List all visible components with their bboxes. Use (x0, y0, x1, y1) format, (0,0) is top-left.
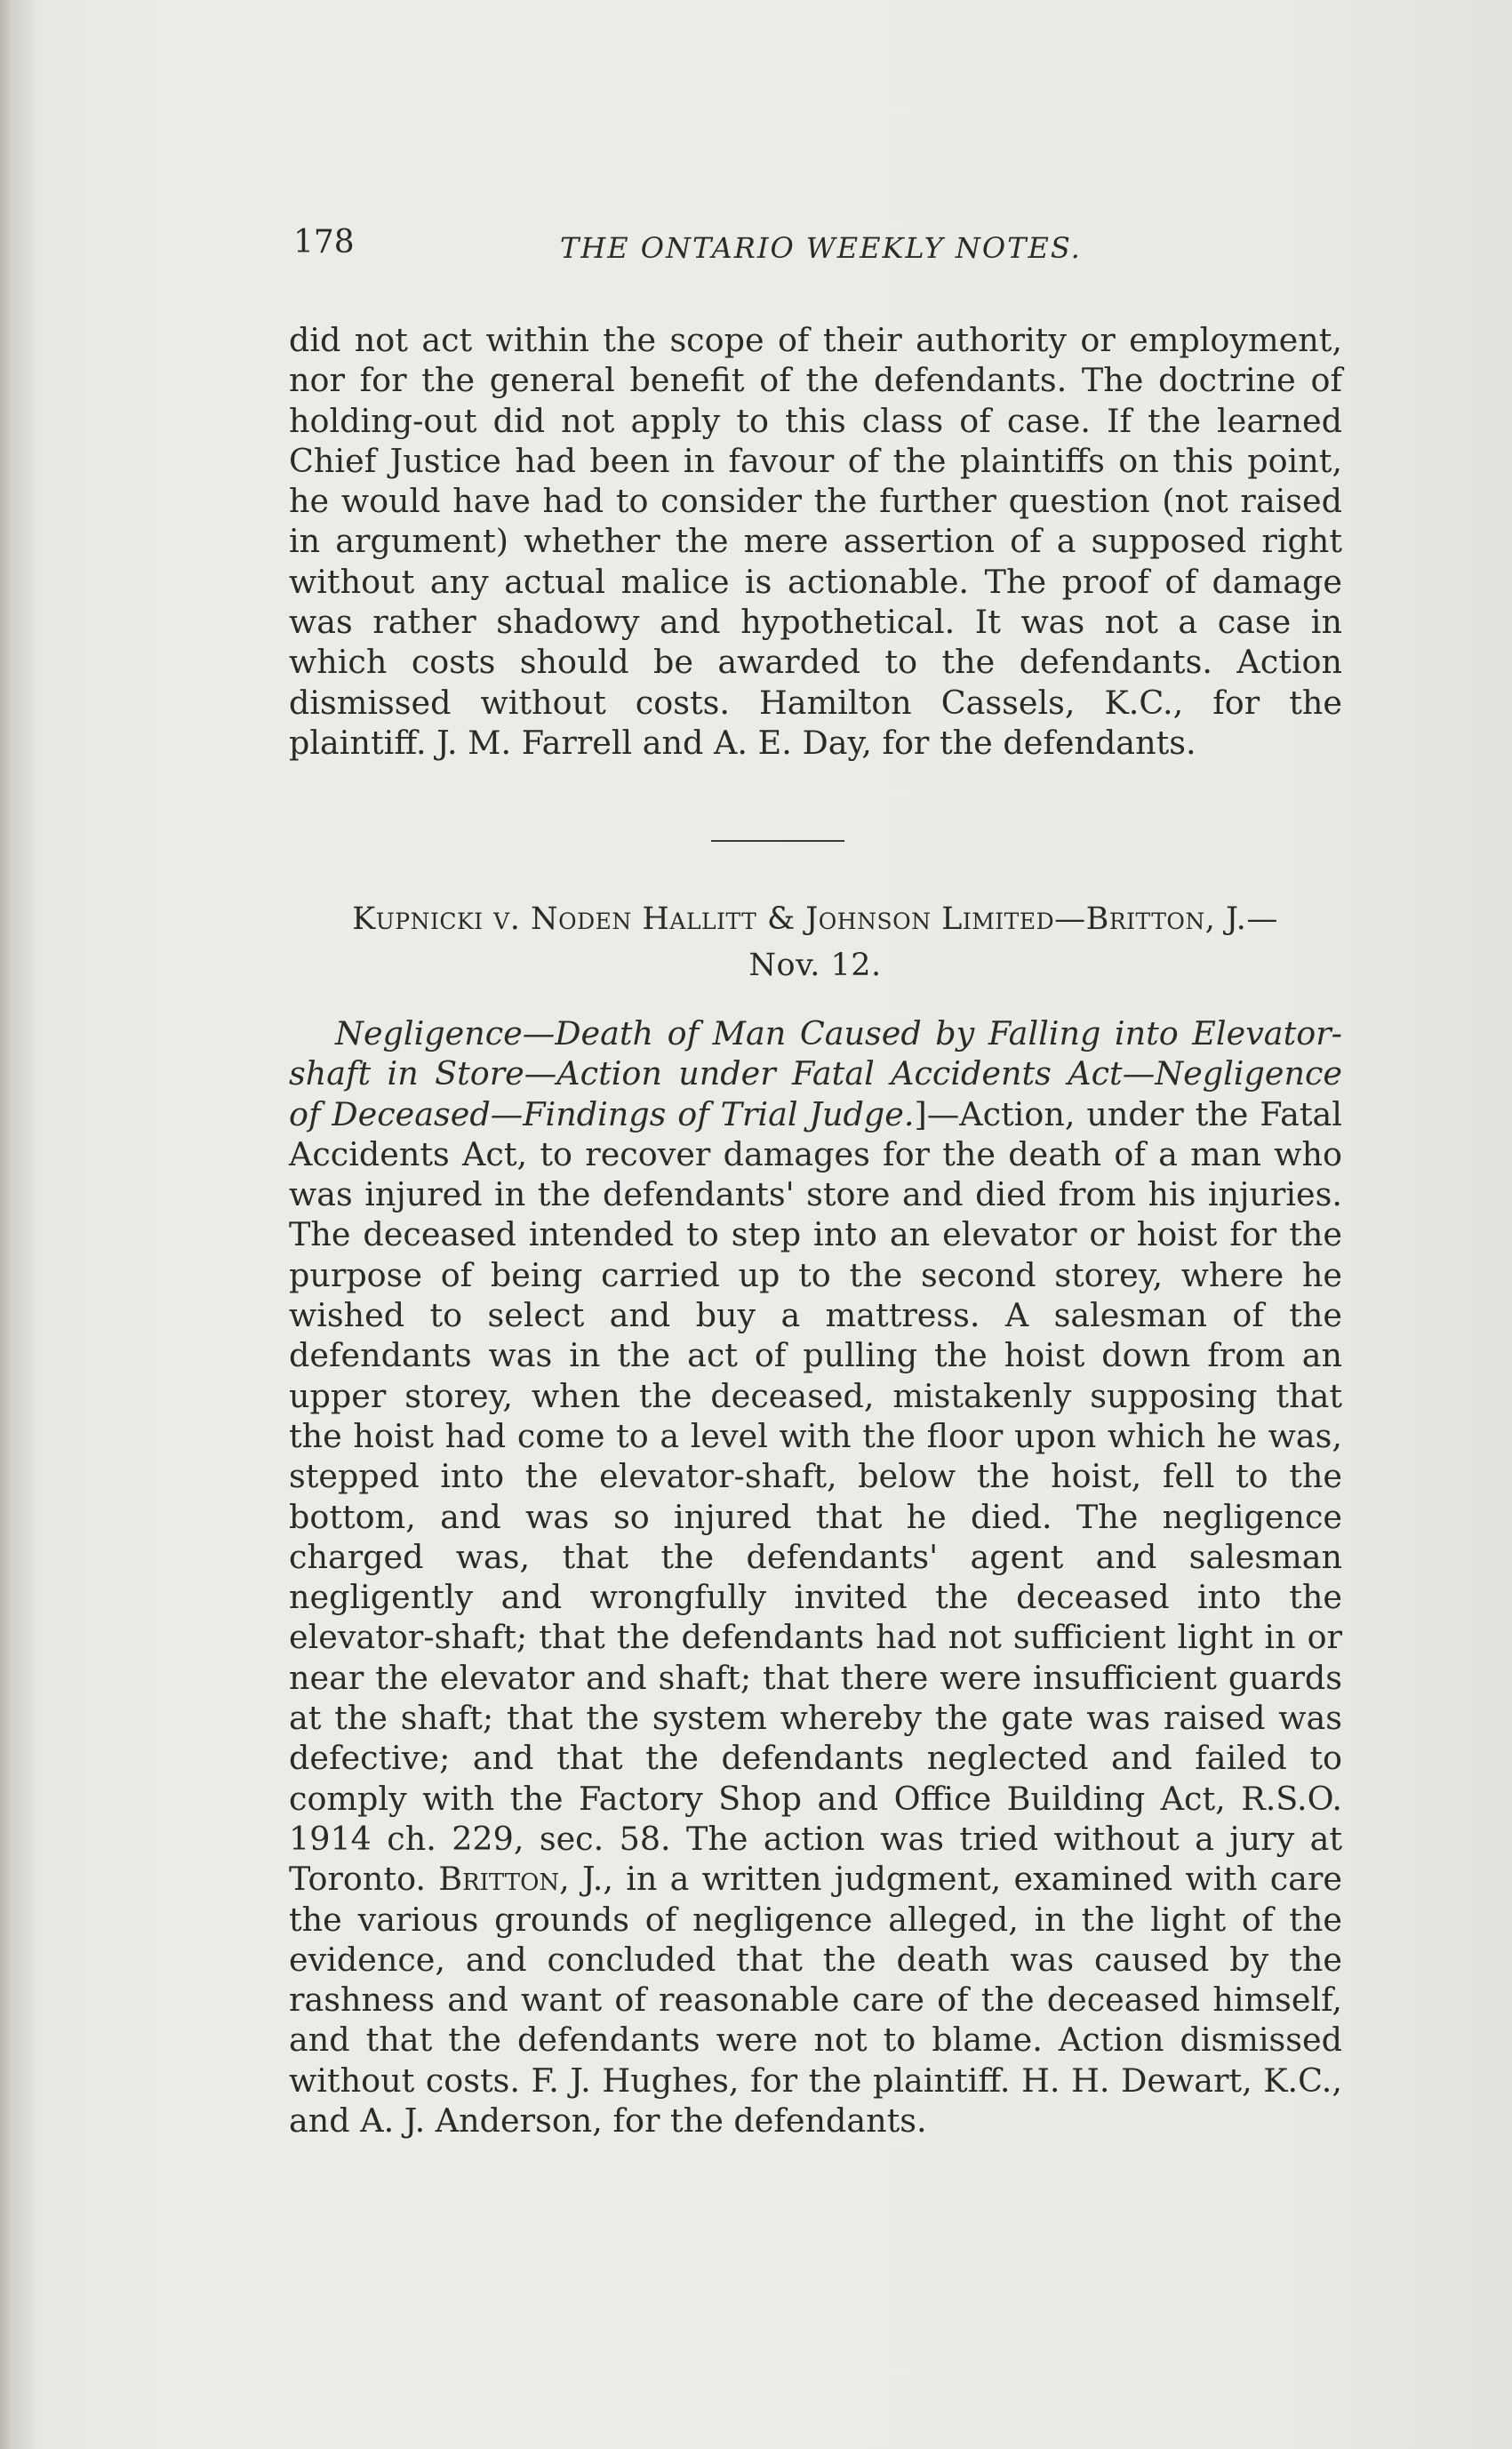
binding-gutter (0, 0, 32, 2449)
running-title: THE ONTARIO WEEKLY NOTES. (560, 231, 1082, 265)
case-judge: —Britton, J.— (1054, 901, 1278, 937)
case-title: Kupnicki v. Noden Hallitt & Johnson Limited (352, 901, 1055, 937)
section-divider (711, 840, 844, 842)
paragraph-previous-case-conclusion: did not act within the scope of their authority or employment, nor for the general benefit of the defendants. The doctrine of holding-out did not apply to this class of case. If the learned Chief Justice had been in favour of the plaintiffs on this point, he would have had to consider the further question (not raised in argument) whether the mere assertion of a supposed right without any actual malice is actionable. The proof of damage was rather shadowy and hypothetical. It was not a case in which costs should be awarded to the defendants. Action dismissed without costs. Hamilton Cassels, K.C., for the plaintiff. J. M. Farrell and A. E. Day, for the defendants. (289, 321, 1342, 762)
case-heading (286, 896, 1344, 988)
case-report-paragraph (289, 1013, 1342, 2141)
case-headnote: Negligence—Death of Man Caused by Falling into Elevator-shaft in Store—Action under Fatal Accidents Act—Negligence of Deceased—Findings of Trial Judge. (289, 1014, 1342, 1133)
case-body-part1: ]—Action, under the Fatal Accidents Act, to recover damages for the death of a man who was injured in the defendants' store and died from his injuries. The deceased intended to step into an elevator or hoist for the purpose of being carried up to the second storey, where he wished to select and buy a mattress. A salesman of the defendants was in the act of pulling the hoist down from an upper storey, when the deceased, mistakenly supposing that the hoist had come to a level with the floor upon which he was, stepped into the elevator-shaft, below the hoist, fell to the bottom, and was so injured that he died. The negligence charged was, that the defendants' agent and salesman negligently and wrongfully invited the deceased into the elevator-shaft; that the defendants had not sufficient light in or near the elevator and shaft; that there were insufficient guards at the shaft; that the system whereby the gate was raised was defective; and that the defendants neglected and failed to comply with the Factory Shop and Office Building Act, R.S.O. 1914 ch. 229, sec. 58. The action was tried without a jury at Toronto. (289, 1094, 1342, 1899)
judge-name: Britton (438, 1860, 560, 1899)
case-body-part2: , J., in a written judgment, examined with care the various grounds of negligence alleged, in the light of the evidence, and concluded that the death was caused by the rashness and want of reasonable care of the deceased himself, and that the defendants were not to blame. Action dismissed without costs. F. J. Hughes, for the plaintiff. H. H. Dewart, K.C., and A. J. Anderson, for the defendants. (289, 1860, 1342, 2141)
page-number: 178 (293, 224, 355, 260)
page-header (293, 224, 1351, 277)
case-date: Nov. 12. (748, 948, 882, 983)
